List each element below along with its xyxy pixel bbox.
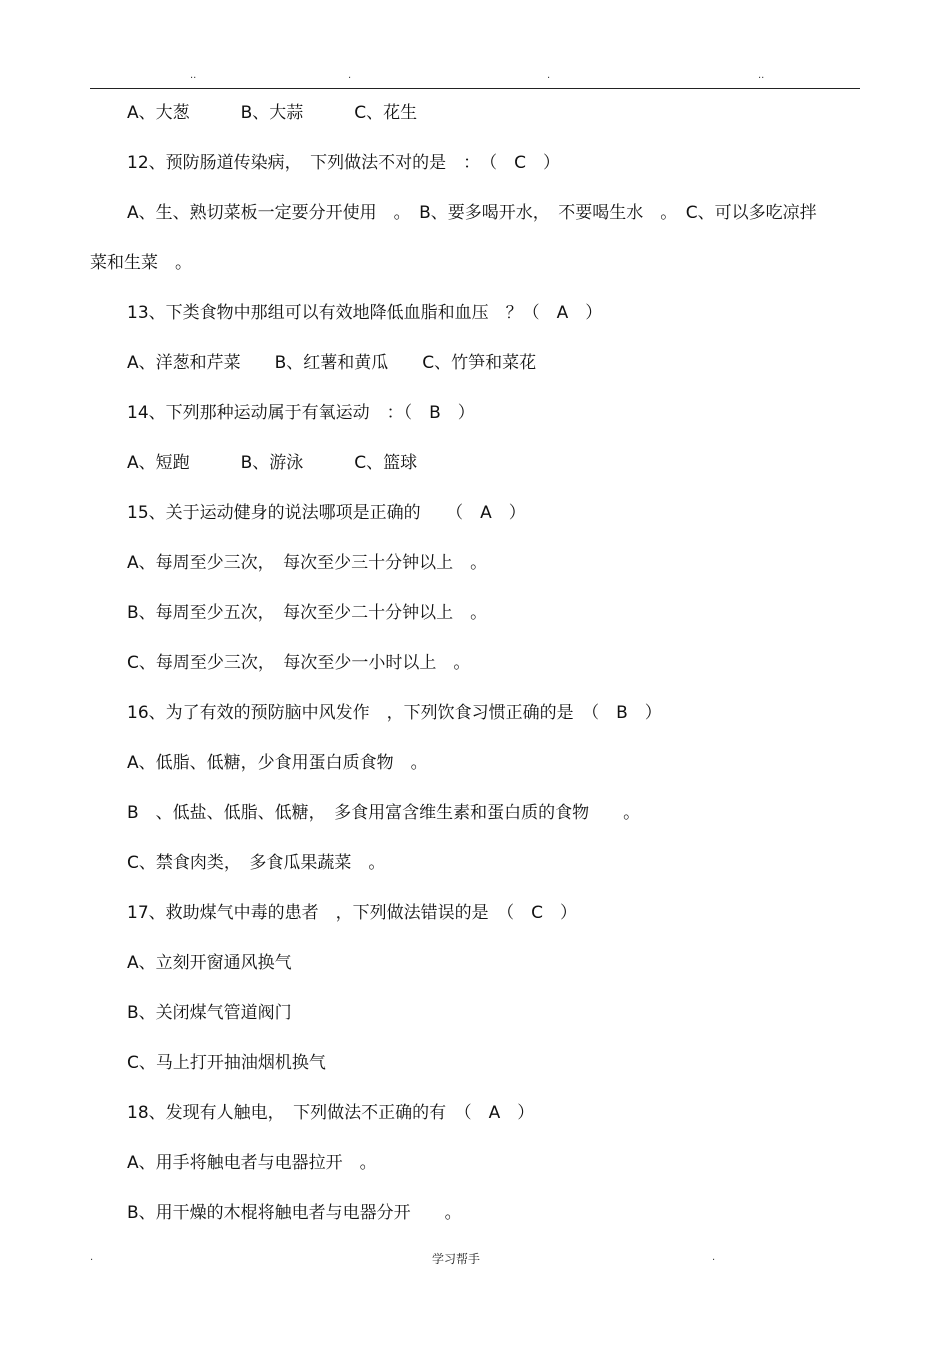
question-16: 16、为了有效的预防脑中风发作 ，下列饮食习惯正确的是 （ B ）	[127, 703, 662, 723]
option-line: A、大葱 B、大蒜 C、花生	[127, 103, 418, 123]
question-14: 14、下列那种运动属于有氧运动 ：（ B ）	[127, 403, 475, 423]
question-13: 13、下类食物中那组可以有效地降低血脂和血压 ？（ A ）	[127, 303, 603, 323]
document-body	[90, 103, 860, 1253]
option-line: C、每周至少三次， 每次至少一小时以上 。	[127, 653, 471, 673]
option-line: B、用干燥的木棍将触电者与电器分开 。	[127, 1203, 462, 1223]
option-line: A、短跑 B、游泳 C、篮球	[127, 453, 418, 473]
option-line: A、洋葱和芹菜 B、红薯和黄瓜 C、竹笋和菜花	[127, 353, 537, 373]
option-line: C、禁食肉类， 多食瓜果蔬菜 。	[127, 853, 386, 873]
header-mark: ..	[758, 70, 765, 81]
option-line: C、马上打开抽油烟机换气	[127, 1053, 326, 1073]
option-line: A、生、熟切菜板一定要分开使用 。 B、要多喝开水， 不要喝生水 。 C、可以多吃凉拌	[127, 203, 817, 223]
option-line-continued: 菜和生菜 。	[90, 253, 192, 273]
question-12: 12、预防肠道传染病， 下列做法不对的是 ： （ C ）	[127, 153, 561, 173]
header-mark: .	[547, 70, 551, 81]
option-line: A、用手将触电者与电器拉开 。	[127, 1153, 377, 1173]
header-mark: ..	[190, 70, 197, 81]
footer-text: 学习帮手	[432, 1252, 481, 1266]
question-17: 17、救助煤气中毒的患者 ，下列做法错误的是 （ C ）	[127, 903, 578, 923]
option-line: B、每周至少五次， 每次至少二十分钟以上 。	[127, 603, 488, 623]
option-line: B、关闭煤气管道阀门	[127, 1003, 292, 1023]
footer-mark-right: .	[712, 1252, 716, 1263]
header-rule	[90, 88, 860, 89]
option-line: A、立刻开窗通风换气	[127, 953, 292, 973]
option-line: B 、低盐、低脂、低糖， 多食用富含维生素和蛋白质的食物 。	[127, 803, 641, 823]
page-header	[90, 70, 860, 84]
header-mark: .	[348, 70, 352, 81]
option-line: A、每周至少三次， 每次至少三十分钟以上 。	[127, 553, 488, 573]
option-line: A、低脂、低糖，少食用蛋白质食物 。	[127, 753, 428, 773]
question-18: 18、发现有人触电， 下列做法不正确的有 （ A ）	[127, 1103, 535, 1123]
question-15: 15、关于运动健身的说法哪项是正确的 （ A ）	[127, 503, 526, 523]
footer-mark-left: .	[90, 1252, 94, 1263]
